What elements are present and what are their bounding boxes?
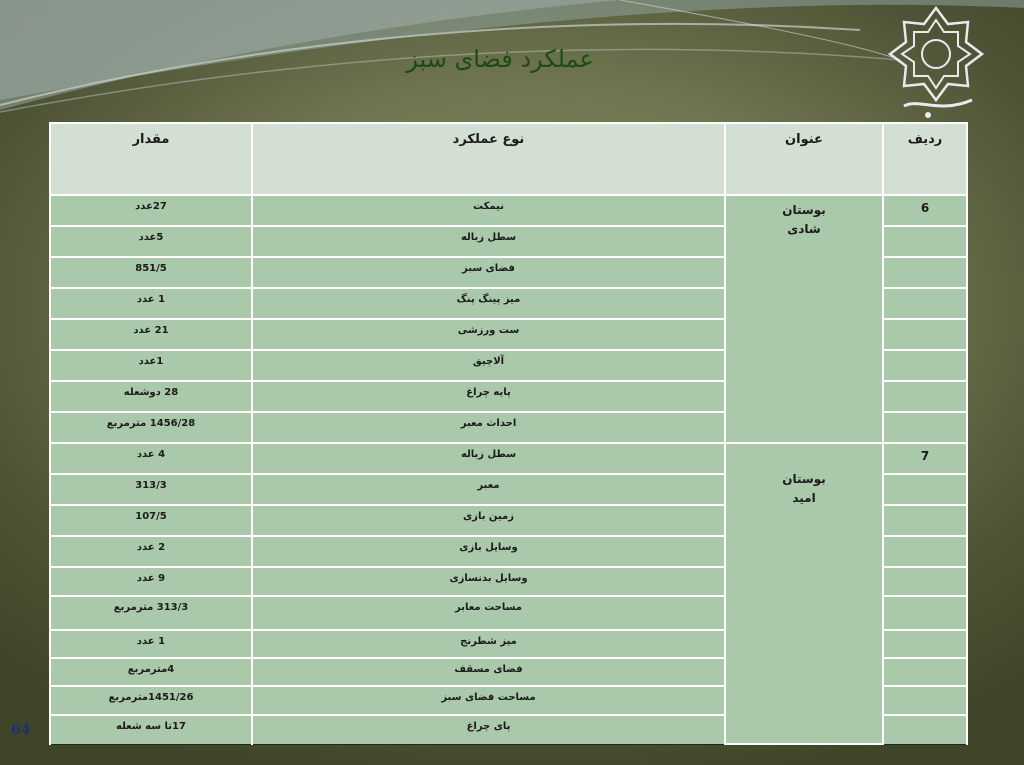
header-onvan: عنوان [725,123,883,195]
cell-meqdar: 9 عدد [50,567,252,596]
cell-noe: پای چراغ [252,715,725,744]
page-number: 64 [11,722,31,738]
cell-meqdar: 107/5 [50,505,252,536]
cell-onvan [725,443,883,744]
cell-meqdar: 313/3 [50,474,252,505]
onvan-line-1: بوستان [782,472,826,486]
green-space-performance-table [49,122,968,745]
cell-noe: سطل زباله [252,226,725,257]
cell-meqdar: 5عدد [50,226,252,257]
cell-meqdar: 27عدد [50,195,252,226]
cell-meqdar: 313/3 مترمربع [50,596,252,630]
cell-meqdar: 2 عدد [50,536,252,567]
cell-noe: زمین بازی [252,505,725,536]
cell-noe: نیمکت [252,195,725,226]
cell-radif [883,474,967,505]
cell-radif [883,319,967,350]
cell-radif [883,686,967,715]
cell-radif [883,596,967,630]
cell-radif [883,630,967,658]
table-header-row [50,123,967,195]
cell-meqdar: 4مترمربع [50,658,252,686]
cell-radif [883,257,967,288]
cell-meqdar: 1 عدد [50,630,252,658]
cell-radif [883,288,967,319]
cell-noe: ست ورزشی [252,319,725,350]
cell-radif [883,715,967,744]
cell-noe: فضای سبز [252,257,725,288]
cell-noe: مساحت معابر [252,596,725,630]
cell-meqdar: 4 عدد [50,443,252,474]
cell-meqdar: 1 عدد [50,288,252,319]
cell-meqdar: 1عدد [50,350,252,381]
header-meqdar: مقدار [50,123,252,195]
cell-radif: 7 [883,443,967,474]
onvan-line-2: امید [792,491,816,506]
onvan-line-1: بوستان [782,203,826,217]
tehran-municipality-logo-icon [884,2,989,122]
table-row [50,443,967,474]
cell-radif: 6 [883,195,967,226]
cell-noe: فضای مسقف [252,658,725,686]
cell-noe: مساحت فضای سبز [252,686,725,715]
cell-radif [883,381,967,412]
table-row [50,195,967,226]
cell-noe: میز شطرنج [252,630,725,658]
cell-onvan [725,195,883,443]
onvan-line-2: شادی [787,222,821,237]
cell-noe: معبر [252,474,725,505]
cell-radif [883,658,967,686]
cell-meqdar: 17تا سه شعله [50,715,252,744]
header-radif: ردیف [883,123,967,195]
cell-meqdar: 1456/28 مترمربع [50,412,252,443]
cell-noe: میز پینگ پنگ [252,288,725,319]
cell-radif [883,505,967,536]
cell-noe: آلاچیق [252,350,725,381]
cell-radif [883,226,967,257]
cell-meqdar: 21 عدد [50,319,252,350]
header-noe: نوع عملکرد [252,123,725,195]
cell-noe: پایه چراغ [252,381,725,412]
cell-noe: احداث معبر [252,412,725,443]
cell-radif [883,536,967,567]
cell-radif [883,567,967,596]
cell-meqdar: 1451/26مترمربع [50,686,252,715]
cell-noe: وسایل بازی [252,536,725,567]
cell-meqdar: 851/5 [50,257,252,288]
cell-radif [883,350,967,381]
cell-noe: وسایل بدنسازی [252,567,725,596]
cell-radif [883,412,967,443]
slide-title: عملکرد فضای سبز [406,45,594,73]
cell-meqdar: 28 دوشعله [50,381,252,412]
cell-noe: سطل زباله [252,443,725,474]
